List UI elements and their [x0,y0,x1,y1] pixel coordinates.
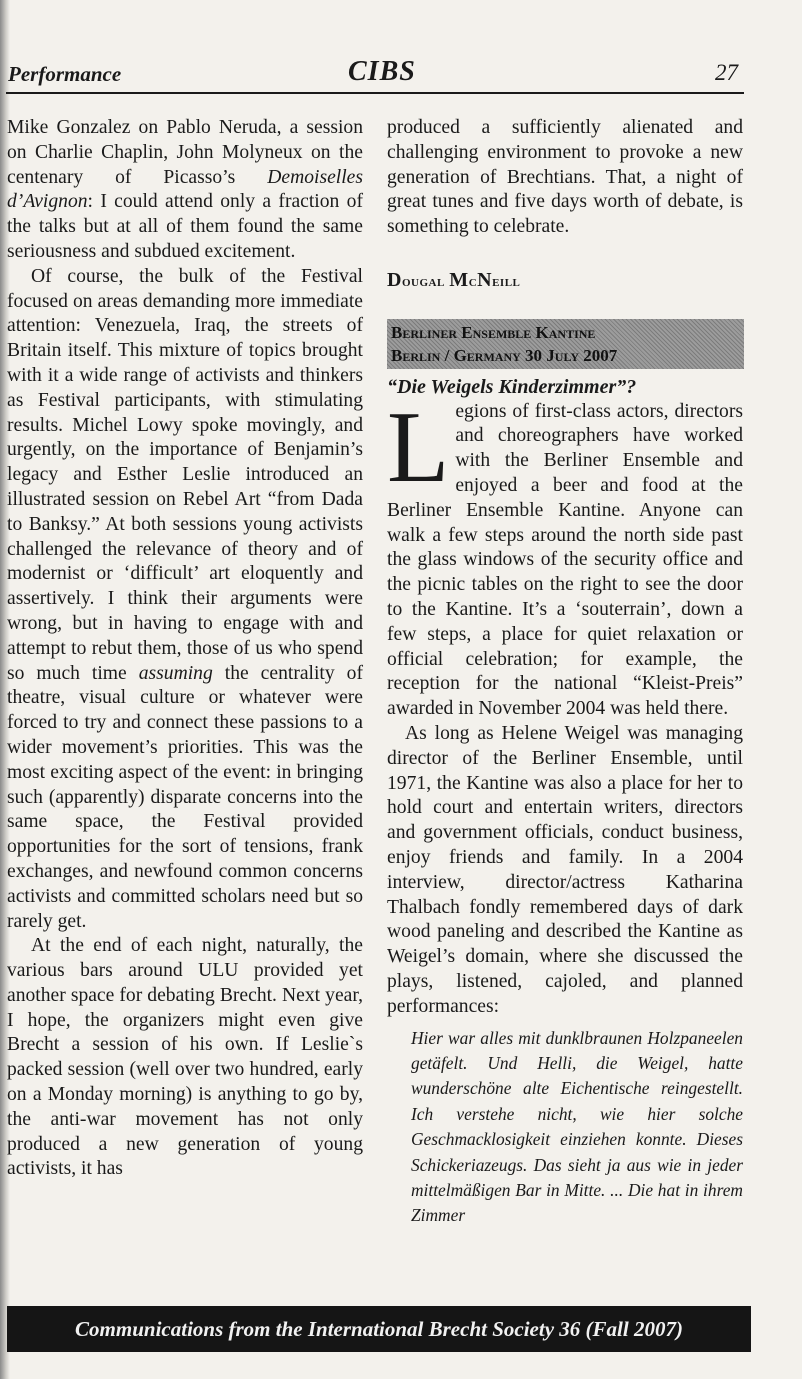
byline-part: ougal [401,272,445,290]
journal-footer: Communications from the International Brecht Society 36 (Fall 2007) [7,1306,751,1352]
page-number: 27 [715,60,738,85]
journal-logo: CIBS [348,56,416,87]
venue-date: Berlin / Germany 30 July 2007 [391,345,618,365]
byline-part: M [449,268,469,291]
paragraph [7,265,363,935]
author-byline [387,268,743,295]
review-subtitle: “Die Weigels Kinderzimmer”? [387,375,637,398]
byline-part: c [468,272,478,290]
paragraph [7,116,363,265]
left-column [7,116,363,1182]
text-run: the centrality of theatre, visual culture or whatever were forced to try and connect these passions to a wider movement’s priorities. This was the most exciting aspect of the event: in bringing such (apparently) disparate concerns into the same space, the Festival provided opportunities for the sort of tensions, frank exchanges, and newfound common concerns activists and committed scholars need but so rarely get. [7,662,363,932]
text-run: Of course, the bulk of the Festival focused on areas demanding more immediate attention: Venezuela, Iraq, the streets of Britain itself. This mixture of topics brought with it a wide range of activists and thinkers as Festival participants, with stimulating results. Michel Lowy spoke movingly, and urgently, on the importance of Benjamin’s legacy and Esther Leslie introduced an illustrated session on Rebel Art “from Dada to Banksy.” At both sessions young activists challenged the relevance of theory and of modernist or ‘difficult’ art eloquently and assertively. I think their arguments were wrong, but in having to engage with and attempt to rebut them, those of us who spend so much time [7,265,363,684]
header-rule [6,92,744,94]
section-title: Performance [8,62,122,86]
text-run: Mike Gonzalez on Pablo Neruda, a session on Charlie Chaplin, John Molyneux on the centenary of Picasso’s [7,117,363,188]
text-run: egions of first-class actors, directors and choreographers have worked with the Berliner Ensemble and enjoyed a beer and food at the Berliner Ensemble Kantine. Anyone can walk a few steps around the north side past the glass windows of the security office and the picnic tables on the right to see the door to the Kantine. It’s a ‘souterrain’, down a few steps, a place for quiet relaxation or official celebration; for example, the reception for the national “Kleist-Preis” awarded in November 2004 was held there. [387,400,743,720]
venue-name: Berliner Ensemble Kantine [391,322,596,342]
block-quote: Hier war alles mit dunklbraunen Holzpaneelen getäfelt. Und Helli, die Weigel, hatte wunderschöne alte Eichentische reingestellt. Ich verstehe nicht, wie hier solche Geschmacklosigkeit einziehen konnte. Dieses Schickeriazeugs. Das sieht ja aus wie in jeder mittelmäßigen Bar in Mitte. ... Die hat in ihrem Zimmer [411,1027,743,1226]
byline-part: D [387,268,402,291]
emphasis: assuming [138,662,213,684]
paragraph: As long as Helene Weigel was managing director of the Berliner Ensemble, until 1971, the Kantine was also a place for her to hold court and entertain writers, directors and government officials, conduct business, enjoy friends and family. In a 2004 interview, director/actress Katharina Thalbach fondly remembered days of dark wood paneling and described the Kantine as Weigel’s domain, where she discussed the plays, listened, cajoled, and planned performances: [387,722,743,1017]
drop-cap: L [387,390,450,504]
paragraph [387,390,743,722]
paragraph: produced a sufficiently alienated and challenging environment to provoke a new generation of Brechtians. That, a night of great tunes and five days worth of debate, is something to celebrate. [387,117,743,238]
venue-banner [387,319,744,369]
running-header [8,58,742,90]
text-run: : I could attend only a fraction of the talks but at all of them found the same seriousness and subdued excitement. [7,191,363,262]
byline-part: eill [492,272,521,290]
right-column [387,116,743,1229]
paragraph: At the end of each night, naturally, the various bars around ULU provided yet another space for debating Brecht. Next year, I hope, the organizers might even give Brecht a session of his own. If Leslie`s packed session (well over two hundred, early on a Monday morning) is anything to go by, the anti-war movement has not only produced a new generation of young activists, it has [7,935,363,1180]
byline-part: N [477,268,493,291]
artwork-title: Demoiselles d’Avignon [7,166,363,213]
